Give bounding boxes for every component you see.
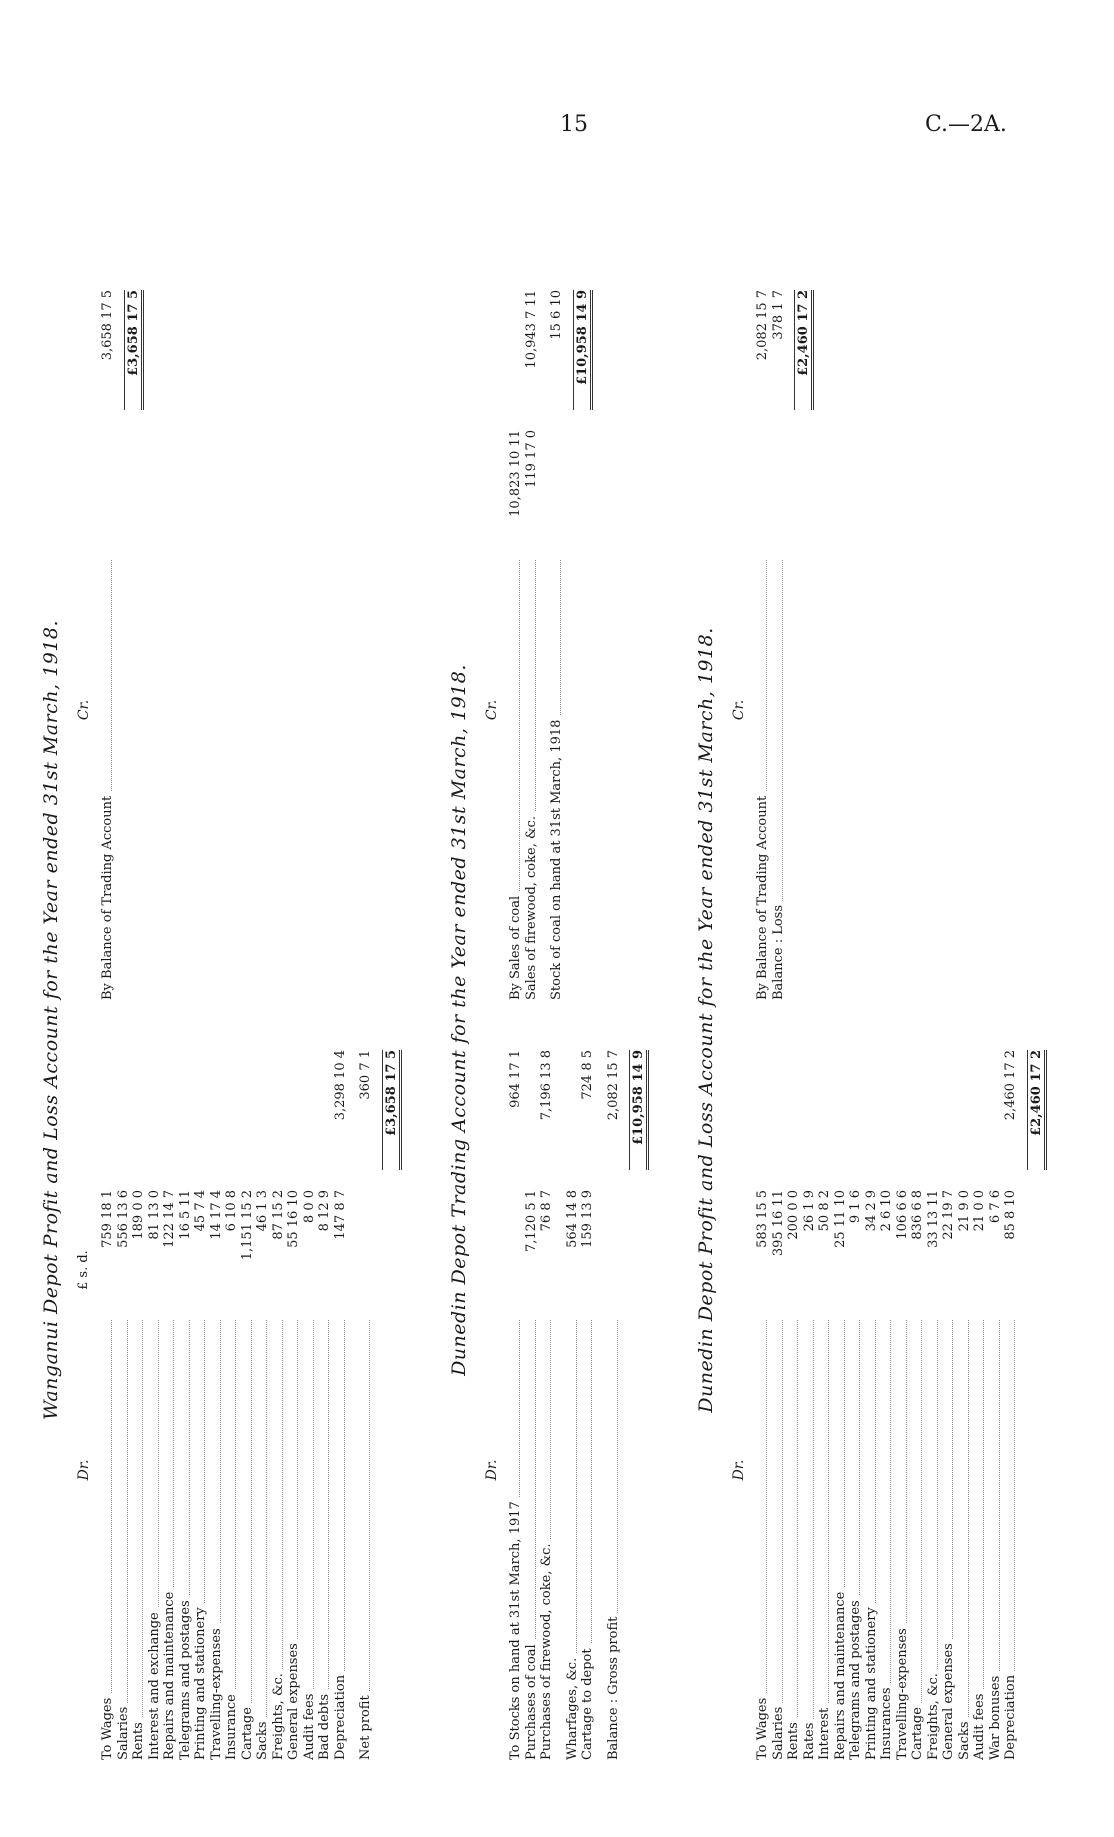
amount-inner: 34 2 9 bbox=[863, 1190, 879, 1232]
ledger-row bbox=[524, 1040, 540, 1760]
amount-inner: 395 16 11 bbox=[770, 1190, 786, 1257]
credit-label: Cr. bbox=[76, 699, 92, 721]
amount-inner: 147 8 7 bbox=[332, 1190, 348, 1240]
ledger-item-label: Balance : Loss bbox=[771, 901, 786, 1000]
ledger-row bbox=[524, 280, 540, 1000]
page-number: 15 bbox=[560, 112, 588, 137]
ledger-item-label: Purchases of firewood, coke, &c. bbox=[539, 1539, 554, 1760]
amount-inner: 1,151 15 2 bbox=[239, 1190, 255, 1261]
ledger-item-label: Cartage bbox=[910, 1703, 925, 1760]
ledger-row bbox=[178, 1040, 194, 1760]
ledger-item-label: Stock of coal on hand at 31st March, 1918 bbox=[549, 716, 564, 1000]
ledger-row bbox=[771, 1040, 787, 1760]
document-reference: C.—2A. bbox=[925, 112, 1007, 137]
ledger-item-label: By Balance of Trading Account bbox=[755, 792, 770, 1000]
ledger-item-label: Travelling-expenses bbox=[895, 1624, 910, 1760]
amount-inner: 9 1 6 bbox=[848, 1190, 863, 1224]
amount-inner: 2 6 10 bbox=[879, 1190, 894, 1232]
ledger-item-label: Interest and exchange bbox=[147, 1608, 162, 1760]
ledger-row bbox=[972, 1040, 988, 1760]
ledger-row bbox=[100, 280, 116, 1000]
account-total-row bbox=[384, 1040, 400, 1760]
debit-side bbox=[76, 1040, 399, 1760]
ledger-item-label: Printing and stationery bbox=[193, 1603, 208, 1760]
ledger-row bbox=[302, 1040, 318, 1760]
amount-inner: 85 8 10 bbox=[1003, 1190, 1018, 1240]
amount-inner: 189 0 0 bbox=[131, 1190, 146, 1240]
amount-inner: 76 8 7 bbox=[539, 1190, 554, 1232]
ledger-item-label: Rents bbox=[786, 1718, 801, 1760]
amount-inner: 556 13 6 bbox=[115, 1190, 131, 1248]
ledger-row bbox=[549, 280, 565, 1000]
ledger-row bbox=[317, 1040, 333, 1760]
ledger-row bbox=[786, 1040, 802, 1760]
ledger-row bbox=[224, 1040, 240, 1760]
ledger-row bbox=[193, 1040, 209, 1760]
amount-inner: 119 17 0 bbox=[523, 430, 539, 488]
ledger-item-label: Rents bbox=[131, 1718, 146, 1760]
ledger-row bbox=[565, 1040, 581, 1760]
credit-label: Cr. bbox=[731, 699, 747, 721]
amount-inner: 16 5 11 bbox=[177, 1190, 193, 1240]
debit-label: Dr. bbox=[484, 1459, 500, 1481]
ledger-item-label: Cartage bbox=[240, 1703, 255, 1760]
ledger-row bbox=[209, 1040, 225, 1760]
ledger-row bbox=[988, 1040, 1004, 1760]
amount-inner: 21 9 0 bbox=[956, 1190, 972, 1232]
amount-inner: 22 19 7 bbox=[941, 1190, 956, 1240]
ledger-row bbox=[802, 1040, 818, 1760]
account-total: £3,658 17 5 bbox=[125, 290, 141, 376]
ledger-item-label: Sales of firewood, coke, &c. bbox=[524, 812, 539, 1000]
amount-inner: 81 13 0 bbox=[146, 1190, 162, 1240]
account-total: £2,460 17 2 bbox=[796, 290, 811, 376]
ledger-row bbox=[606, 1040, 622, 1760]
ledger-row bbox=[755, 280, 771, 1000]
amount-outer: 3,298 10 4 bbox=[332, 1050, 348, 1121]
amount-outer: 2,082 15 7 bbox=[755, 290, 770, 361]
ledger-row bbox=[286, 1040, 302, 1760]
amount-inner: 87 15 2 bbox=[270, 1190, 286, 1240]
credit-side bbox=[731, 280, 812, 1000]
ledger-item-label: Sacks bbox=[255, 1718, 270, 1761]
amount-inner: 10,823 10 11 bbox=[508, 430, 523, 517]
ledger-item-label: Insurances bbox=[879, 1683, 894, 1760]
debit-label: Dr. bbox=[731, 1459, 747, 1481]
credit-side bbox=[76, 280, 141, 1000]
account-total: £10,958 14 9 bbox=[631, 1050, 646, 1145]
account-total-row bbox=[631, 1040, 647, 1760]
amount-outer: 15 6 10 bbox=[549, 290, 564, 340]
ledger-item-label: Interest bbox=[817, 1704, 832, 1760]
amount-outer: 10,943 7 11 bbox=[523, 290, 539, 369]
credit-side bbox=[484, 280, 590, 1000]
account-total-row bbox=[575, 280, 591, 1000]
debit-side bbox=[484, 1040, 647, 1760]
amount-inner: 564 14 8 bbox=[564, 1190, 580, 1248]
amount-outer: 378 1 7 bbox=[770, 290, 786, 340]
ledger-row bbox=[508, 280, 524, 1000]
page-header bbox=[0, 0, 1114, 150]
ledger-row bbox=[910, 1040, 926, 1760]
amount-outer: 360 7 1 bbox=[358, 1050, 373, 1100]
amount-inner: 8 12 9 bbox=[317, 1190, 332, 1232]
ledger-item-label: Rates bbox=[802, 1719, 817, 1760]
ledger-item-label: Audit fees bbox=[302, 1690, 317, 1760]
amount-inner: 6 10 8 bbox=[224, 1190, 239, 1232]
ledger-item-label: Telegrams and postages bbox=[848, 1596, 863, 1760]
amount-inner: 6 7 6 bbox=[987, 1190, 1003, 1224]
ledger-row bbox=[941, 1040, 957, 1760]
ledger-row bbox=[162, 1040, 178, 1760]
ledger-row bbox=[879, 1040, 895, 1760]
ledger-item-label: To Wages bbox=[755, 1694, 770, 1760]
ledger-item-label: Depreciation bbox=[333, 1671, 348, 1760]
ledger-item-label: Depreciation bbox=[1003, 1671, 1018, 1760]
ledger-item-label: Repairs and maintenance bbox=[162, 1588, 177, 1760]
ledger-row bbox=[833, 1040, 849, 1760]
account-title: Dunedin Depot Trading Account for the Year ended 31st March, 1918. bbox=[448, 664, 470, 1376]
ledger-item-label: General expenses bbox=[286, 1639, 301, 1760]
ledger-item-label: Salaries bbox=[116, 1703, 131, 1760]
account-total: £3,658 17 5 bbox=[383, 1050, 399, 1136]
amount-outer: 2,082 15 7 bbox=[605, 1050, 621, 1121]
amount-inner: 21 0 0 bbox=[972, 1190, 987, 1232]
ledger-row bbox=[957, 1040, 973, 1760]
ledger-item-label: Wharfages, &c. bbox=[565, 1654, 580, 1760]
ledger-row bbox=[926, 1040, 942, 1760]
rotated-accounts-area bbox=[0, 160, 1114, 1800]
ledger-item-label: Bad debts bbox=[317, 1690, 332, 1760]
amount-outer: 2,460 17 2 bbox=[1003, 1050, 1018, 1121]
ledger-item-label: Purchases of coal bbox=[524, 1640, 539, 1760]
account-total-row bbox=[126, 280, 142, 1000]
ledger-row bbox=[895, 1040, 911, 1760]
amount-inner: 50 8 2 bbox=[817, 1190, 832, 1232]
account-title: Dunedin Depot Profit and Loss Account for the Year ended 31st March, 1918. bbox=[695, 627, 717, 1413]
ledger-item-label: Printing and stationery bbox=[864, 1603, 879, 1760]
ledger-row bbox=[848, 1040, 864, 1760]
ledger-item-label: Travelling-expenses bbox=[209, 1624, 224, 1760]
ledger-row bbox=[817, 1040, 833, 1760]
ledger-row bbox=[240, 1040, 256, 1760]
ledger-row bbox=[508, 1040, 524, 1760]
account-title: Wanganui Depot Profit and Loss Account for the Year ended 31st March, 1918. bbox=[40, 619, 62, 1421]
ledger-item-label: Freights, &c. bbox=[926, 1669, 941, 1760]
amount-inner: 14 17 4 bbox=[208, 1190, 224, 1240]
amount-inner: 33 13 11 bbox=[925, 1190, 941, 1248]
amount-outer: 724 8 5 bbox=[580, 1050, 595, 1100]
ledger-row bbox=[333, 1040, 349, 1760]
amount-inner: 8 0 0 bbox=[301, 1190, 317, 1224]
amount-outer: 7,196 13 8 bbox=[539, 1050, 554, 1121]
ledger-row bbox=[255, 1040, 271, 1760]
ledger-item-label: Freights, &c. bbox=[271, 1669, 286, 1760]
ledger-row bbox=[864, 1040, 880, 1760]
ledger-row bbox=[116, 1040, 132, 1760]
ledger-row bbox=[1003, 1040, 1019, 1760]
ledger-row bbox=[147, 1040, 163, 1760]
ledger-item-label: Sacks bbox=[957, 1718, 972, 1761]
account-total: £10,958 14 9 bbox=[574, 290, 590, 385]
amount-inner: 200 0 0 bbox=[786, 1190, 801, 1240]
ledger-item-label: Net profit bbox=[358, 1691, 373, 1760]
account-total-row bbox=[1029, 1040, 1045, 1760]
ledger-item-label: Insurance bbox=[224, 1690, 239, 1760]
amount-inner: 45 7 4 bbox=[193, 1190, 208, 1232]
amount-inner: 46 1 3 bbox=[255, 1190, 270, 1232]
ledger-item-label: To Wages bbox=[100, 1694, 115, 1760]
amount-inner: 583 15 5 bbox=[755, 1190, 770, 1248]
amount-outer: 3,658 17 5 bbox=[100, 290, 115, 361]
ledger-row bbox=[271, 1040, 287, 1760]
ledger-row bbox=[580, 1040, 596, 1760]
ledger-item-label: Repairs and maintenance bbox=[833, 1588, 848, 1760]
ledger-row bbox=[100, 1040, 116, 1760]
amount-inner: 106 6 6 bbox=[894, 1190, 910, 1240]
amount-inner: 759 18 1 bbox=[100, 1190, 115, 1248]
currency-units-header: £ s. d. bbox=[76, 1250, 91, 1290]
ledger-item-label: War bonuses bbox=[988, 1672, 1003, 1760]
amount-inner: 55 16 10 bbox=[286, 1190, 301, 1248]
ledger-row bbox=[539, 1040, 555, 1760]
ledger-item-label: Audit fees bbox=[972, 1690, 987, 1760]
ledger-row bbox=[358, 1040, 374, 1760]
amount-inner: 836 6 8 bbox=[910, 1190, 925, 1240]
ledger-item-label: Cartage to depot bbox=[580, 1644, 595, 1760]
amount-inner: 159 13 9 bbox=[580, 1190, 595, 1248]
ledger-item-label: Telegrams and postages bbox=[178, 1596, 193, 1760]
amount-inner: 26 1 9 bbox=[801, 1190, 817, 1232]
amount-inner: 122 14 7 bbox=[162, 1190, 177, 1248]
ledger-item-label: To Stocks on hand at 31st March, 1917 bbox=[508, 1497, 523, 1760]
amount-inner: 7,120 5 1 bbox=[523, 1190, 539, 1253]
amount-inner: 25 11 10 bbox=[832, 1190, 848, 1248]
amount-outer: 964 17 1 bbox=[508, 1050, 523, 1108]
debit-label: Dr. bbox=[76, 1459, 92, 1481]
debit-side bbox=[731, 1040, 1044, 1760]
account-total: £2,460 17 2 bbox=[1028, 1050, 1044, 1136]
ledger-item-label: Balance : Gross profit bbox=[606, 1613, 621, 1760]
ledger-row bbox=[755, 1040, 771, 1760]
account-total-row bbox=[796, 280, 812, 1000]
credit-label: Cr. bbox=[484, 699, 500, 721]
ledger-item-label: By Balance of Trading Account bbox=[100, 792, 115, 1000]
ledger-item-label: General expenses bbox=[941, 1639, 956, 1760]
ledger-row bbox=[771, 280, 787, 1000]
ledger-item-label: Salaries bbox=[771, 1703, 786, 1760]
ledger-item-label: By Sales of coal bbox=[508, 892, 523, 1000]
ledger-row bbox=[131, 1040, 147, 1760]
